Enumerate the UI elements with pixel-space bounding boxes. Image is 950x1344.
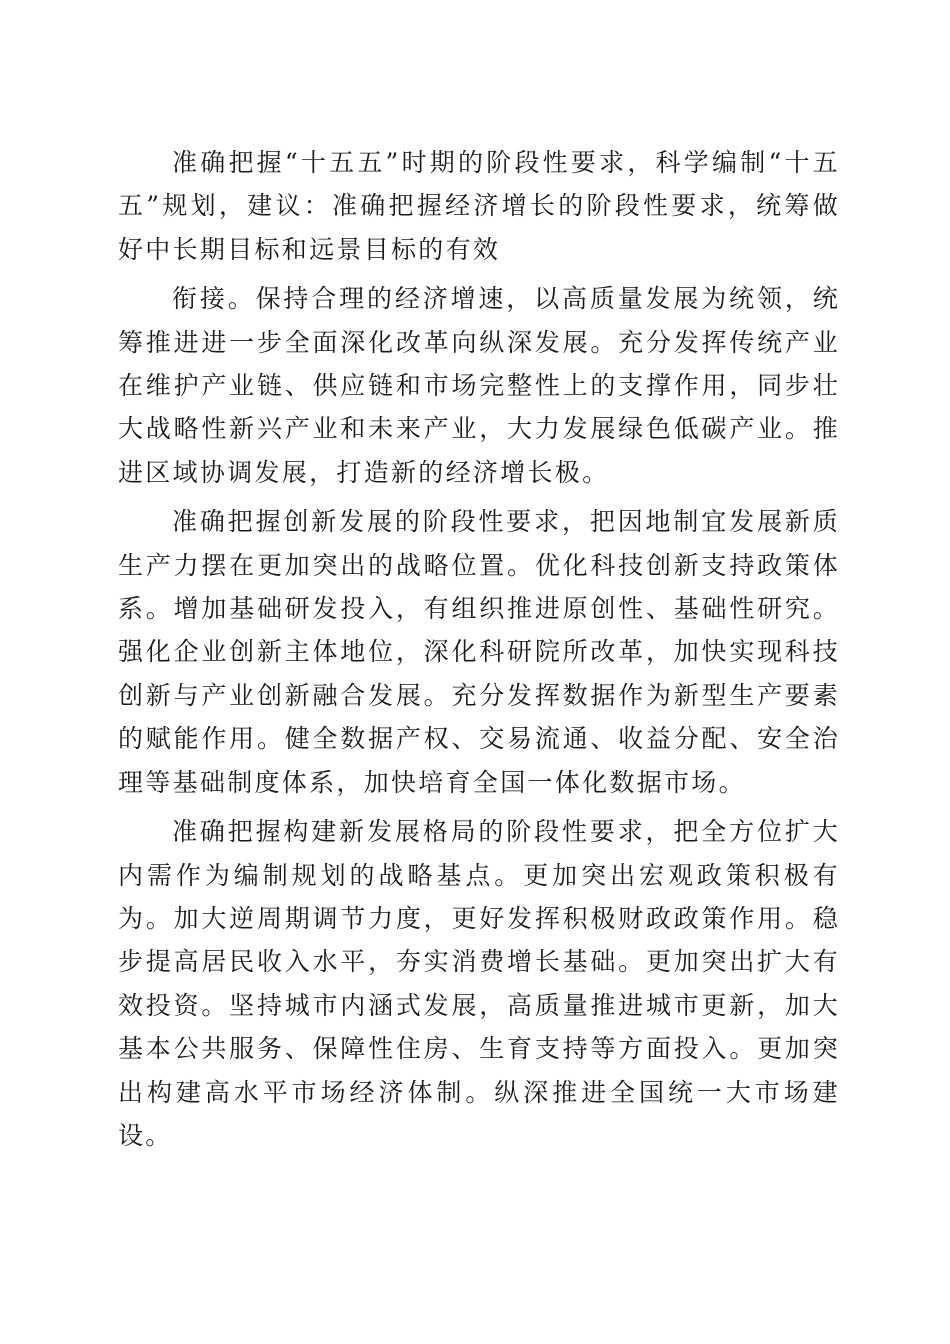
paragraph-1: 准确把握“十五五”时期的阶段性要求，科学编制“十五五”规划，建议：准确把握经济增长的阶段性要求，统筹做好中长期目标和远景目标的有效 — [118, 148, 840, 264]
paragraph-4: 准确把握构建新发展格局的阶段性要求，把全方位扩大内需作为编制规划的战略基点。更加突出宏观政策积极有为。加大逆周期调节力度，更好发挥积极财政政策作用。稳步提高居民收入水平，夯实消费增长基础。更加突出扩大有效投资。坚持城市内涵式发展，高质量推进城市更新，加大基本公共服务、保障性住房、生育支持等方面投入。更加突出构建高水平市场经济体制。纵深推进全国统一大市场建设。 — [118, 817, 840, 1150]
document-body — [118, 141, 840, 1163]
paragraph-3: 准确把握创新发展的阶段性要求，把因地制宜发展新质生产力摆在更加突出的战略位置。优化科技创新支持政策体系。增加基础研发投入，有组织推进原创性、基础性研究。强化企业创新主体地位，深化科研院所改革，加快实现科技创新与产业创新融合发展。充分发挥数据作为新型生产要素的赋能作用。健全数据产权、交易流通、收益分配、安全治理等基础制度体系，加快培育全国一体化数据市场。 — [118, 507, 840, 797]
paragraph-2: 衔接。保持合理的经济增速，以高质量发展为统领，统筹推进进一步全面深化改革向纵深发展。充分发挥传统产业在维护产业链、供应链和市场完整性上的支撑作用，同步壮大战略性新兴产业和未来产业，大力发展绿色低碳产业。推进区域协调发展，打造新的经济增长极。 — [118, 284, 840, 487]
